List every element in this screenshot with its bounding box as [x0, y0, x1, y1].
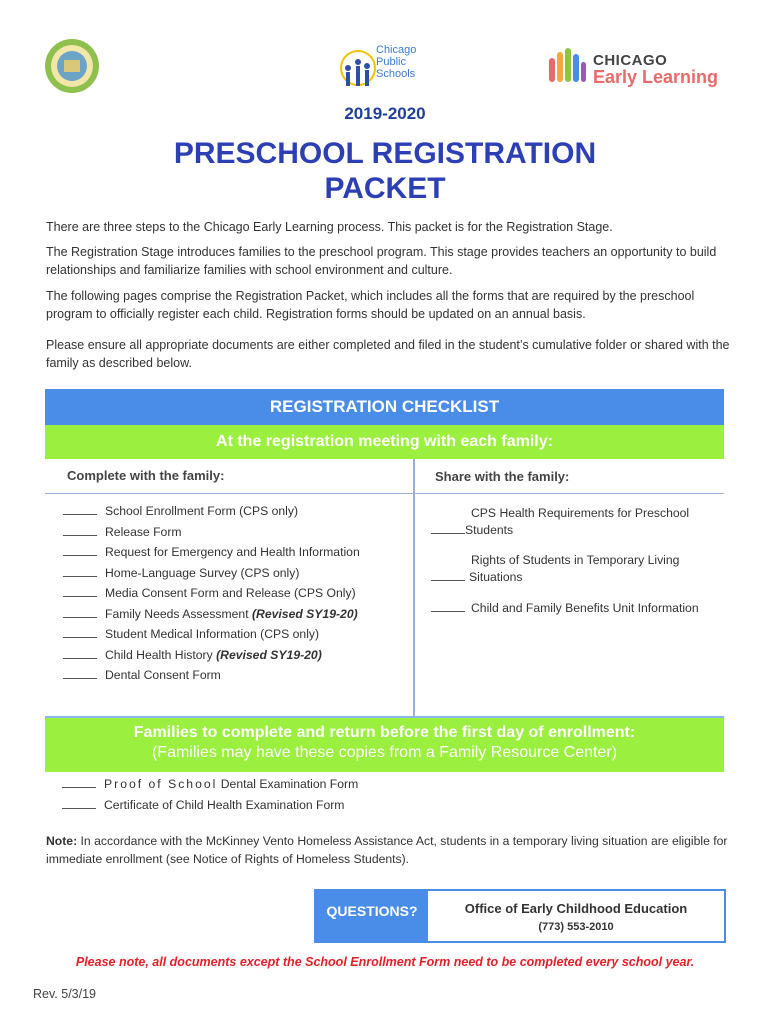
list-item: Child Health History (Revised SY19-20): [63, 645, 360, 666]
family-subheading: (Families may have these copies from a Family Resource Center): [151, 744, 618, 761]
column-divider: [413, 459, 415, 717]
cps-figures-icon: [336, 44, 376, 94]
page-title: [0, 136, 770, 206]
cps-line1: Chicago: [376, 44, 417, 56]
checkbox-line[interactable]: [431, 568, 465, 581]
list-item: Home-Language Survey (CPS only): [63, 563, 360, 584]
registration-checklist: [45, 389, 724, 682]
homeless-note: [46, 832, 736, 868]
intro-paragraph-3: The following pages comprise the Registration Packet, which includes all the forms that are required by the preschool program to officially register each child. Registration forms should be updated on an annual basis.: [46, 289, 695, 321]
checkbox-line[interactable]: [63, 605, 97, 618]
note-label: Note:: [46, 834, 78, 848]
checklist-title: REGISTRATION CHECKLIST: [45, 389, 724, 425]
meeting-heading: At the registration meeting with each family:: [45, 425, 724, 459]
checkbox-line[interactable]: [62, 775, 96, 788]
intro-paragraph-2: The Registration Stage introduces families to the preschool program. This stage provides teachers an opportunity to build relationships and familiarize families with school environment and culture.: [46, 245, 717, 277]
checkbox-line[interactable]: [63, 666, 97, 679]
hands-icon: [545, 42, 589, 86]
chicago-early-learning-logo: [545, 42, 725, 90]
list-item: CPS Health Requirements for Preschool Students: [431, 505, 721, 538]
checkbox-line[interactable]: [63, 625, 97, 638]
city-seal-logo: [44, 38, 100, 94]
checkbox-line[interactable]: [63, 564, 97, 577]
checkbox-line[interactable]: [63, 502, 97, 515]
complete-heading: Complete with the family:: [67, 468, 225, 483]
cps-line3: Schools: [376, 68, 416, 80]
cel-line1: CHICAGO: [593, 52, 668, 69]
revision-date: Rev. 5/3/19: [33, 987, 97, 1001]
family-list: [62, 774, 358, 815]
list-item: Release Form: [63, 522, 360, 543]
questions-box: [314, 889, 726, 943]
complete-list: [63, 501, 360, 686]
share-heading: Share with the family:: [435, 469, 570, 484]
list-item: Proof of School Dental Examination Form: [62, 774, 358, 795]
office-phone[interactable]: (773) 553-2010: [538, 921, 614, 933]
share-list: [431, 505, 721, 630]
list-item: Media Consent Form and Release (CPS Only): [63, 583, 360, 604]
cel-line2: Early Learning: [593, 67, 719, 87]
checkbox-line[interactable]: [63, 584, 97, 597]
intro-paragraph-1: There are three steps to the Chicago Early Learning process. This packet is for the Registration Stage.: [46, 220, 613, 234]
please-note: Please note, all documents except the School Enrollment Form need to be completed every school year.: [75, 955, 695, 969]
family-heading: Families to complete and return before the first day of enrollment:: [133, 724, 636, 741]
title-line2: PACKET: [324, 172, 446, 205]
cps-line2: Public: [376, 56, 406, 68]
checkbox-line[interactable]: [431, 521, 465, 534]
list-item: Request for Emergency and Health Information: [63, 542, 360, 563]
list-item: School Enrollment Form (CPS only): [63, 501, 360, 522]
checkbox-line[interactable]: [63, 523, 97, 536]
list-item: Certificate of Child Health Examination Form: [62, 795, 358, 816]
header-logos: [0, 36, 770, 96]
family-return-banner: [45, 716, 724, 772]
questions-label: QUESTIONS?: [316, 891, 428, 941]
checkbox-line[interactable]: [431, 599, 465, 612]
cps-logo: [336, 44, 436, 94]
list-item: Dental Consent Form: [63, 665, 360, 686]
list-item: Family Needs Assessment (Revised SY19-20): [63, 604, 360, 625]
list-item: Rights of Students in Temporary Living Situations: [431, 552, 721, 585]
column-headings: [45, 459, 724, 494]
checkbox-line[interactable]: [62, 796, 96, 809]
list-item: Child and Family Benefits Unit Information: [431, 599, 721, 616]
title-line1: PRESCHOOL REGISTRATION: [173, 137, 597, 170]
school-year: 2019-2020: [344, 104, 426, 123]
list-item: Student Medical Information (CPS only): [63, 624, 360, 645]
intro-paragraph-4: Please ensure all appropriate documents are either completed and filed in the student’s cumulative folder or shared with the family as described below.: [46, 338, 730, 370]
note-text: In accordance with the McKinney Vento Homeless Assistance Act, students in a temporary living situation are eligible for immediate enrollment (see Notice of Rights of Homeless Students).: [46, 834, 728, 866]
checkbox-line[interactable]: [63, 646, 97, 659]
checkbox-line[interactable]: [63, 543, 97, 556]
office-name: Office of Early Childhood Education: [464, 901, 688, 916]
